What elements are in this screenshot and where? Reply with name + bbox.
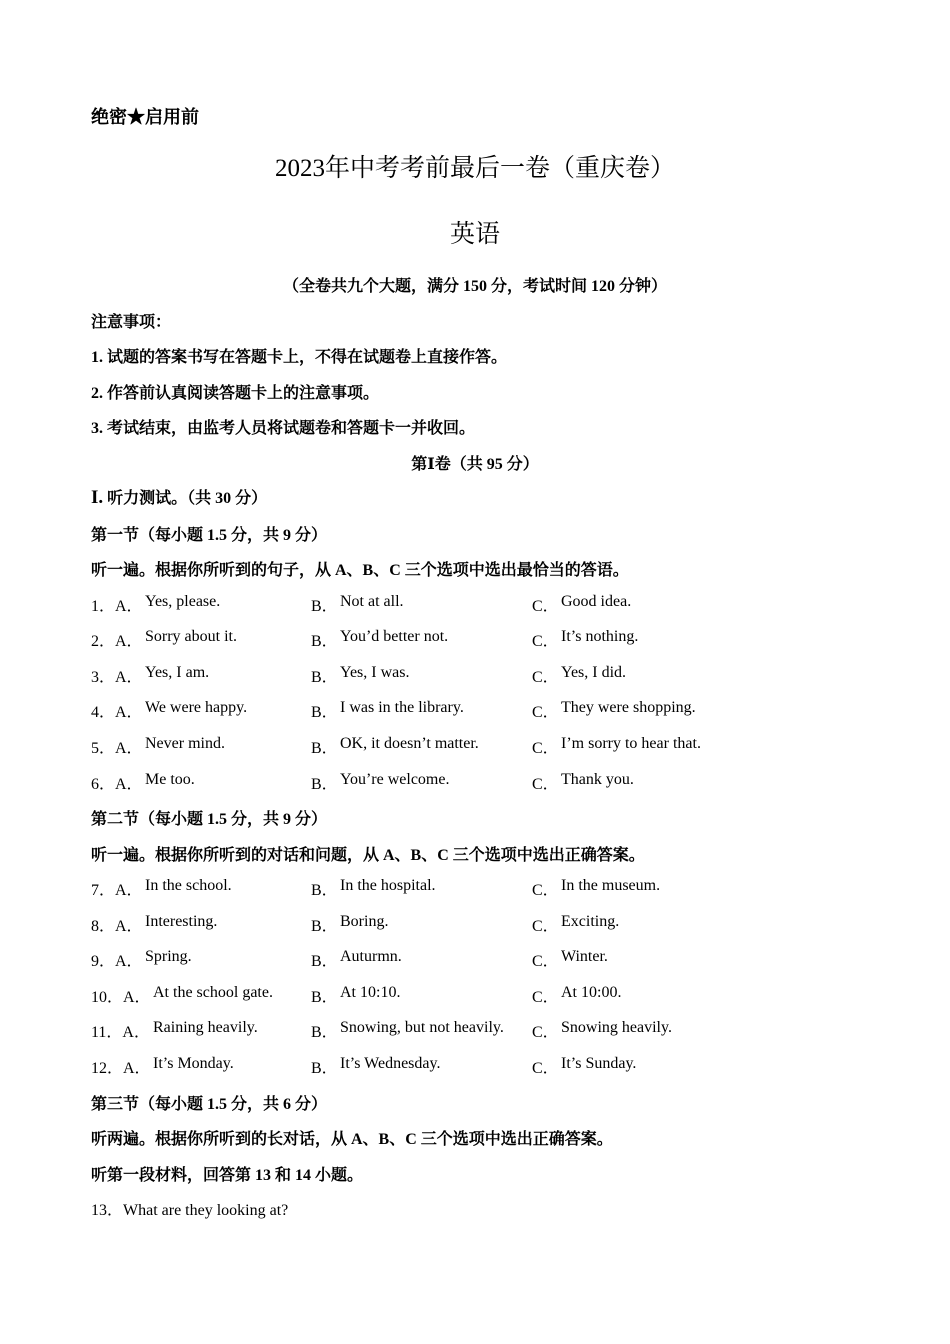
question-number: 9．A． xyxy=(91,953,143,970)
exam-title: 2023年中考考前最后一卷（重庆卷） xyxy=(274,155,675,182)
option-c: Winter. xyxy=(561,948,608,965)
option-a: Sorry about it. xyxy=(145,628,237,645)
option-b: Boring. xyxy=(340,913,389,930)
option-b-label: B． xyxy=(311,882,338,899)
option-b: At 10:10. xyxy=(340,984,401,1001)
option-b-label: B． xyxy=(311,989,338,1006)
option-c-label: C． xyxy=(532,633,559,650)
option-a: Never mind. xyxy=(145,735,225,752)
section-title-text: 听力测试。（共 30 分） xyxy=(103,490,268,507)
option-b: I was in the library. xyxy=(340,699,464,716)
listening-section-title xyxy=(91,485,267,509)
option-b-label: B． xyxy=(311,918,338,935)
note-item: 1. 试题的答案书写在答题卡上，不得在试题卷上直接作答。 xyxy=(91,349,508,366)
option-b-label: B． xyxy=(311,704,338,721)
option-c: Yes, I did. xyxy=(561,664,627,681)
option-c: It’s Sunday. xyxy=(561,1055,637,1072)
part1-heading: 第Ⅰ卷（共 95 分） xyxy=(411,456,539,473)
option-a: Yes, I am. xyxy=(145,664,210,681)
section3-heading: 第三节（每小题 1.5 分，共 6 分） xyxy=(91,1096,328,1113)
option-b: Snowing, but not heavily. xyxy=(340,1019,504,1036)
option-c: I’m sorry to hear that. xyxy=(561,735,701,752)
option-c-label: C． xyxy=(532,882,559,899)
option-b: You’d better not. xyxy=(340,628,449,645)
option-b-label: B． xyxy=(311,598,338,615)
section2-instruction: 听一遍。根据你所听到的对话和问题，从 A、B、C 三个选项中选出正确答案。 xyxy=(91,847,645,864)
option-c: Exciting. xyxy=(561,913,620,930)
question-number: 6．A． xyxy=(91,776,143,793)
option-c-label: C． xyxy=(532,918,559,935)
question-number: 12．A． xyxy=(91,1060,151,1077)
option-b-label: B． xyxy=(311,953,338,970)
question-13: 13．What are they looking at? xyxy=(91,1202,289,1219)
option-c-label: C． xyxy=(532,989,559,1006)
option-b-label: B． xyxy=(311,633,338,650)
option-c-label: C． xyxy=(532,669,559,686)
option-c: It’s nothing. xyxy=(561,628,639,645)
question-number: 11．A． xyxy=(91,1024,150,1041)
option-c: At 10:00. xyxy=(561,984,622,1001)
option-b: Auturmn. xyxy=(340,948,402,965)
option-c: Good idea. xyxy=(561,593,632,610)
option-b-label: B． xyxy=(311,776,338,793)
option-c: Snowing heavily. xyxy=(561,1019,672,1036)
question-number: 1．A． xyxy=(91,598,143,615)
confidential-label: 绝密★启用前 xyxy=(91,107,199,127)
option-c: In the museum. xyxy=(561,877,661,894)
question-number: 10．A． xyxy=(91,989,151,1006)
option-b: In the hospital. xyxy=(340,877,436,894)
option-c-label: C． xyxy=(532,1024,559,1041)
option-c-label: C． xyxy=(532,1060,559,1077)
option-a: Me too. xyxy=(145,771,195,788)
option-a: Raining heavily. xyxy=(153,1019,258,1036)
option-c-label: C． xyxy=(532,598,559,615)
option-b: OK, it doesn’t matter. xyxy=(340,735,479,752)
section-roman-numeral: I. xyxy=(91,487,104,508)
option-b-label: B． xyxy=(311,1024,338,1041)
option-a: Spring. xyxy=(145,948,192,965)
option-a: In the school. xyxy=(145,877,232,894)
option-b: Not at all. xyxy=(340,593,404,610)
note-item: 2. 作答前认真阅读答题卡上的注意事项。 xyxy=(91,385,380,402)
subject-title: 英语 xyxy=(449,221,500,248)
option-c: Thank you. xyxy=(561,771,634,788)
question-number: 7．A． xyxy=(91,882,143,899)
option-b-label: B． xyxy=(311,740,338,757)
note-item: 3. 考试结束，由监考人员将试题卷和答题卡一并收回。 xyxy=(91,420,476,437)
question-number: 4．A． xyxy=(91,704,143,721)
exam-info: （全卷共九个大题，满分 150 分，考试时间 120 分钟） xyxy=(282,278,667,295)
section3-sub-instruction: 听第一段材料，回答第 13 和 14 小题。 xyxy=(91,1167,364,1184)
option-a: Yes, please. xyxy=(145,593,221,610)
section1-instruction: 听一遍。根据你所听到的句子，从 A、B、C 三个选项中选出最恰当的答语。 xyxy=(91,562,629,579)
option-a: Interesting. xyxy=(145,913,218,930)
section3-instruction: 听两遍。根据你所听到的长对话，从 A、B、C 三个选项中选出正确答案。 xyxy=(91,1131,613,1148)
option-b-label: B． xyxy=(311,669,338,686)
question-number: 8．A． xyxy=(91,918,143,935)
option-c-label: C． xyxy=(532,953,559,970)
option-b: You’re welcome. xyxy=(340,771,450,788)
option-c: They were shopping. xyxy=(561,699,696,716)
option-a: We were happy. xyxy=(145,699,248,716)
option-b: Yes, I was. xyxy=(340,664,410,681)
notes-heading: 注意事项： xyxy=(91,314,172,331)
option-b: It’s Wednesday. xyxy=(340,1055,441,1072)
question-number: 2．A． xyxy=(91,633,143,650)
option-c-label: C． xyxy=(532,776,559,793)
option-c-label: C． xyxy=(532,704,559,721)
question-number: 3．A． xyxy=(91,669,143,686)
option-a: It’s Monday. xyxy=(153,1055,234,1072)
option-a: At the school gate. xyxy=(153,984,273,1001)
section1-heading: 第一节（每小题 1.5 分，共 9 分） xyxy=(91,527,328,544)
section2-heading: 第二节（每小题 1.5 分，共 9 分） xyxy=(91,811,328,828)
option-c-label: C． xyxy=(532,740,559,757)
option-b-label: B． xyxy=(311,1060,338,1077)
question-number: 5．A． xyxy=(91,740,143,757)
